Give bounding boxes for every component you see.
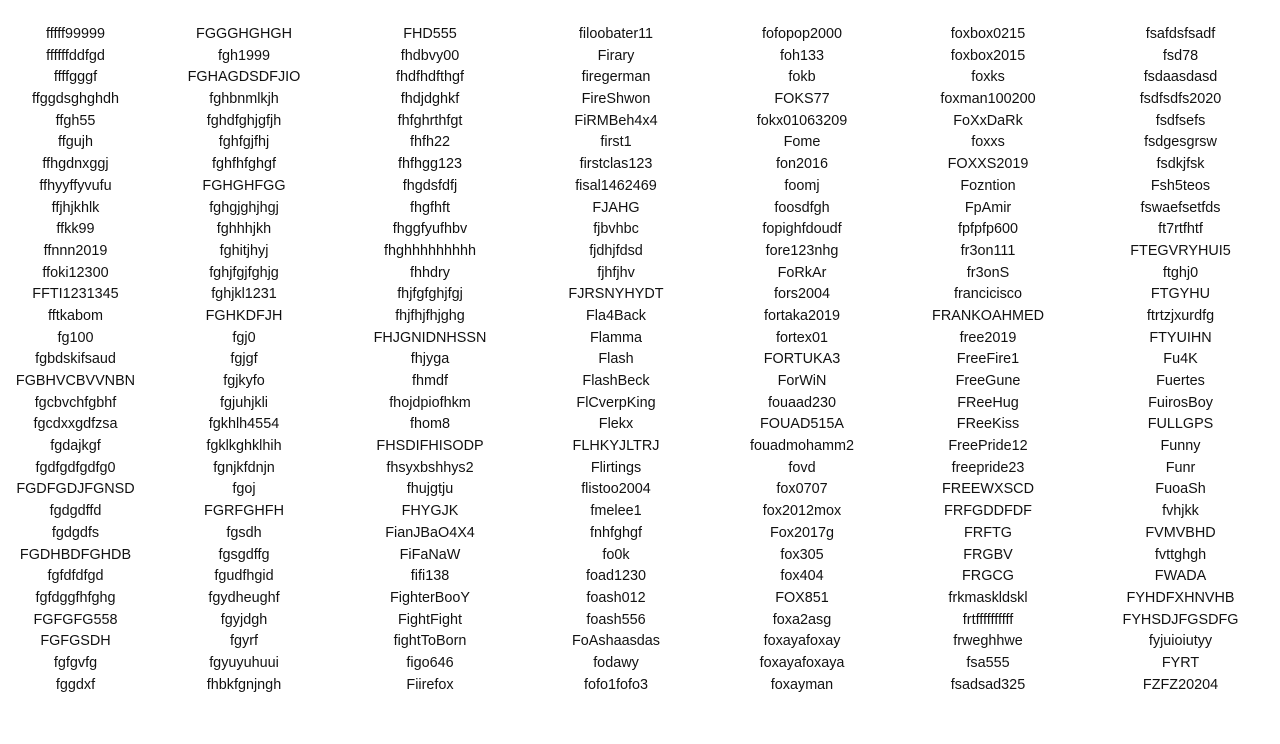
- username-cell: firegerman: [581, 69, 651, 86]
- username-cell: fjhfjhv: [597, 264, 635, 281]
- username-cell: FHYGJK: [401, 503, 459, 520]
- username-cell: Fox2017g: [769, 524, 834, 541]
- username-cell: fhgfhft: [409, 199, 450, 216]
- username-cell: fgfdfdfgd: [47, 568, 104, 585]
- username-cell: fouadmohamm2: [750, 438, 854, 455]
- username-cell: ffffffddfgd: [46, 47, 105, 64]
- username-cell: frweghhwe: [953, 633, 1023, 650]
- username-cell: fox0707: [776, 481, 828, 498]
- username-cell: fofo1fofo3: [583, 676, 648, 693]
- username-cell: fvttghgh: [1154, 546, 1207, 563]
- username-cell: Fiirefox: [406, 676, 454, 693]
- username-cell: Fuertes: [1156, 373, 1205, 389]
- username-cell: foxks: [971, 69, 1005, 86]
- username-cell: Flamma: [590, 329, 642, 346]
- username-cell: fghfhfghgf: [211, 156, 276, 173]
- username-cell: fhom8: [410, 416, 450, 433]
- username-cell: Flirtings: [590, 459, 642, 476]
- username-cell: FRANKOAHMED: [932, 307, 1044, 324]
- username-cell: fgdgdffd: [49, 503, 102, 520]
- username-cell: Fsh5teos: [1150, 177, 1211, 194]
- username-cell: FHSDIFHISODP: [376, 438, 484, 455]
- username-cell: FreePride12: [948, 438, 1028, 455]
- username-cell: FRGBV: [963, 546, 1013, 563]
- username-cell: fjbvhbc: [593, 221, 639, 238]
- username-cell: Fla4Back: [586, 307, 646, 324]
- username-cell: fgyuyuhuui: [209, 654, 279, 671]
- username-cell: FOX851: [775, 589, 829, 606]
- username-cell: fhfh22: [409, 134, 450, 151]
- username-cell: firstclas123: [579, 156, 653, 173]
- username-cell: FWADA: [1154, 568, 1207, 585]
- username-cell: fhmdf: [412, 373, 448, 389]
- username-cell: FRGCG: [962, 568, 1014, 585]
- username-cell: Fozntion: [960, 177, 1016, 194]
- username-cell: FighterBooY: [390, 589, 470, 606]
- username-cell: ftghj0: [1162, 264, 1199, 281]
- username-cell: fghhhjkh: [216, 221, 272, 238]
- username-cell: FOKS77: [774, 91, 830, 108]
- username-cell: fhdfhdfthgf: [395, 69, 464, 86]
- username-cell: FpAmir: [964, 199, 1012, 216]
- username-cell: fsdaasdasd: [1143, 69, 1218, 86]
- username-cell: FGFGFG558: [33, 611, 118, 628]
- username-cell: Fome: [783, 134, 821, 151]
- username-cell: fmelee1: [590, 503, 642, 520]
- username-cell: FREEWXSCD: [942, 481, 1034, 498]
- username-cell: FreeGune: [955, 373, 1021, 389]
- username-cell: FOXXS2019: [947, 156, 1029, 173]
- username-cell: FianJBaO4X4: [385, 524, 475, 541]
- username-cell: fore123nhg: [765, 242, 839, 259]
- username-cell: FReeHug: [957, 394, 1019, 411]
- username-cell: fon2016: [775, 156, 829, 173]
- username-cell: ft7rtfhtf: [1158, 221, 1203, 238]
- username-cell: fghitjhyj: [219, 242, 269, 259]
- username-cell: FTGYHU: [1150, 286, 1211, 303]
- username-cell: fgdajkgf: [50, 438, 101, 455]
- username-cell: fgjgf: [230, 351, 258, 368]
- username-cell: FlashBeck: [582, 373, 650, 389]
- username-cell: fsd78: [1162, 47, 1199, 64]
- username-cell: fghdfghjgfjh: [206, 112, 282, 129]
- username-cell: foad1230: [585, 568, 647, 585]
- username-cell: first1: [600, 134, 632, 151]
- username-cell: FVMVBHD: [1145, 524, 1216, 541]
- username-cell: FireShwon: [581, 91, 651, 108]
- username-cell: Firary: [597, 47, 635, 64]
- username-cell: francicisco: [954, 286, 1022, 303]
- username-cell: fnhfghgf: [589, 524, 642, 541]
- username-cell: FRFTG: [964, 524, 1012, 541]
- username-cell: FiFaNaW: [399, 546, 461, 563]
- username-cell: fodawy: [593, 654, 639, 671]
- username-cell: foxayman: [770, 676, 834, 693]
- username-cell: fghfgjfhj: [218, 134, 270, 151]
- username-cell: foxayafoxaya: [759, 654, 845, 671]
- username-cell: fgsdh: [226, 524, 262, 541]
- username-cell: fhjfhjfhjghg: [395, 307, 465, 324]
- username-cell: FJAHG: [592, 199, 640, 216]
- username-cell: fhghhhhhhhhh: [383, 242, 477, 259]
- username-cell: fhujgtju: [406, 481, 454, 498]
- username-cell: fhbkfgnjngh: [206, 676, 282, 693]
- username-cell: FGRFGHFH: [204, 503, 284, 520]
- username-cell: fr3on111: [960, 242, 1016, 259]
- username-cell: ffgh55: [55, 112, 96, 129]
- username-cell: fsdgesgrsw: [1144, 134, 1217, 151]
- username-cell: fgfdggfhfghg: [35, 589, 116, 606]
- username-cell: filoobater11: [578, 26, 654, 42]
- username-cell: fgjuhjkli: [220, 394, 268, 411]
- username-cell: fyjuioiutyy: [1148, 633, 1213, 650]
- username-cell: ffhyyffyvufu: [39, 177, 112, 194]
- username-cell: ftrtzjxurdfg: [1146, 307, 1215, 324]
- username-cell: fisal1462469: [575, 177, 657, 194]
- username-cell: FuirosBoy: [1148, 394, 1213, 411]
- username-cell: frtffffffffff: [962, 611, 1014, 628]
- username-cell: fightToBorn: [393, 633, 467, 650]
- username-cell: fvhjkk: [1162, 503, 1199, 520]
- username-cell: fghjfgjfghjg: [209, 264, 279, 281]
- username-cell: FightFight: [398, 611, 462, 628]
- username-cell: fhggfyufhbv: [392, 221, 468, 238]
- username-cell: fffff99999: [46, 26, 105, 42]
- username-cell: FGGGHGHGH: [196, 26, 292, 42]
- username-cell: FOUAD515A: [760, 416, 844, 433]
- username-cell: fsdkjfsk: [1156, 156, 1205, 173]
- username-cell: fsdfsdfs2020: [1139, 91, 1222, 108]
- username-cell: FTEGVRYHUI5: [1130, 242, 1231, 259]
- username-cell: fggdxf: [55, 676, 96, 693]
- username-cell: ffoki12300: [42, 264, 109, 281]
- username-cell: fgfgvfg: [53, 654, 98, 671]
- username-cell: fftkabom: [48, 307, 103, 324]
- username-cell: frkmaskldskl: [948, 589, 1028, 606]
- username-cell: foh133: [779, 47, 824, 64]
- username-cell: FGDHBDFGHDB: [19, 546, 132, 563]
- username-cell: fhsyxbshhys2: [386, 459, 474, 476]
- username-cell: ffggdsghghdh: [32, 91, 119, 108]
- username-cell: ffjhjkhlk: [51, 199, 100, 216]
- username-cell: FGFGSDH: [40, 633, 111, 650]
- username-cell: foxayafoxay: [763, 633, 841, 650]
- username-cell: fokx01063209: [756, 112, 848, 129]
- username-cell: Funr: [1165, 459, 1196, 476]
- username-cell: flistoo2004: [581, 481, 651, 498]
- username-cell: foash012: [586, 589, 646, 606]
- username-cell: FYHDFXHNVHB: [1126, 589, 1235, 606]
- username-cell: fgkhlh4554: [208, 416, 280, 433]
- username-cell: fgjkyfo: [223, 373, 265, 389]
- username-cell: fgoj: [232, 481, 256, 498]
- username-cell: fsafdsfsadf: [1145, 26, 1216, 42]
- username-cell: ForWiN: [777, 373, 827, 389]
- username-cell: FlCverpKing: [576, 394, 656, 411]
- username-cell: FZFZ20204: [1142, 676, 1219, 693]
- username-cell: FLHKYJLTRJ: [572, 438, 660, 455]
- username-cell: FoRkAr: [777, 264, 827, 281]
- username-cell: FiRMBeh4x4: [574, 112, 658, 129]
- username-cell: FHJGNIDNHSSN: [373, 329, 487, 346]
- username-cell: fopighfdoudf: [762, 221, 842, 238]
- username-cell: FGDFGDJFGNSD: [16, 481, 135, 498]
- username-cell: foxxs: [971, 134, 1005, 151]
- username-cell: fgydheughf: [208, 589, 280, 606]
- username-cell: fox2012mox: [762, 503, 842, 520]
- username-cell: FYHSDJFGSDFG: [1122, 611, 1239, 628]
- username-cell: Fu4K: [1163, 351, 1198, 368]
- username-cell: fgsgdffg: [218, 546, 270, 563]
- username-cell: FoAshaasdas: [572, 633, 660, 650]
- username-cell: fhjfgfghjfgj: [397, 286, 463, 303]
- username-cell: FRFGDDFDF: [944, 503, 1032, 520]
- username-cell: FJRSNYHYDT: [568, 286, 664, 303]
- username-cell: fsa555: [966, 654, 1010, 671]
- username-cell: fhdjdghkf: [400, 91, 460, 108]
- username-cell: fgcdxxgdfzsa: [33, 416, 118, 433]
- username-cell: fgklkghklhih: [206, 438, 282, 455]
- username-cell: FGHGHFGG: [202, 177, 286, 194]
- username-cell: fovd: [788, 459, 816, 476]
- username-cell: fgcbvchfgbhf: [34, 394, 117, 411]
- username-cell: foomj: [784, 177, 820, 194]
- username-cell: FORTUKA3: [763, 351, 841, 368]
- username-cell: fgyrf: [230, 633, 258, 650]
- username-cell: fgbdskifsaud: [35, 351, 116, 368]
- username-cell: FULLGPS: [1147, 416, 1214, 433]
- username-cell: ffhgdnxggj: [42, 156, 109, 173]
- username-cell: FGBHVCBVVNBN: [15, 373, 136, 389]
- username-cell: fgudfhgid: [214, 568, 274, 585]
- username-cell: FTYUIHN: [1149, 329, 1212, 346]
- username-cell: fswaefsetfds: [1140, 199, 1221, 216]
- username-cell: FuoaSh: [1155, 481, 1206, 498]
- username-cell: figo646: [406, 654, 454, 671]
- username-cell: fortaka2019: [763, 307, 840, 324]
- username-cell: fjdhjfdsd: [589, 242, 643, 259]
- username-cell: ffnnn2019: [43, 242, 108, 259]
- username-cell: fo0k: [602, 546, 630, 563]
- username-cell: fhojdpiofhkm: [389, 394, 471, 411]
- username-cell: FHD555: [403, 26, 457, 42]
- username-cell: FFTI1231345: [32, 286, 119, 303]
- username-cell: fgdfgdfgdfg0: [35, 459, 116, 476]
- username-cell: foxman100200: [940, 91, 1036, 108]
- username-cell: Flekx: [598, 416, 634, 433]
- username-cell: FoXxDaRk: [953, 112, 1023, 129]
- username-cell: foash556: [586, 611, 646, 628]
- username-cell: fofopop2000: [761, 26, 843, 42]
- username-cell: ffffgggf: [53, 69, 98, 86]
- username-cell: foxbox2015: [950, 47, 1026, 64]
- username-cell: FGHKDFJH: [205, 307, 283, 324]
- username-cell: FreeFire1: [956, 351, 1020, 368]
- username-cell: foosdfgh: [774, 199, 830, 216]
- username-cell: fpfpfp600: [957, 221, 1018, 238]
- username-cell: fgj0: [232, 329, 256, 346]
- username-cell: fox305: [780, 546, 824, 563]
- username-cell: fg100: [57, 329, 94, 346]
- username-cell: fhfhgg123: [397, 156, 463, 173]
- username-cell: FGHAGDSDFJIO: [187, 69, 301, 86]
- username-cell: fokb: [788, 69, 816, 86]
- username-cell: Flash: [598, 351, 634, 368]
- username-cell: ffgujh: [58, 134, 93, 151]
- username-cell: Funny: [1160, 438, 1201, 455]
- username-grid: [0, 24, 1280, 696]
- username-cell: fhhdry: [410, 264, 450, 281]
- username-cell: fors2004: [773, 286, 830, 303]
- username-cell: fghbnmlkjh: [209, 91, 279, 108]
- username-cell: fox404: [780, 568, 824, 585]
- username-cell: fghjkl1231: [211, 286, 277, 303]
- username-cell: foxa2asg: [772, 611, 832, 628]
- username-cell: fhgdsfdfj: [402, 177, 458, 194]
- username-cell: fgyjdgh: [220, 611, 268, 628]
- username-cell: fsadsad325: [950, 676, 1026, 693]
- username-cell: fortex01: [776, 329, 828, 346]
- username-cell: fgdgdfs: [51, 524, 100, 541]
- username-cell: foxbox0215: [950, 26, 1026, 42]
- username-cell: fouaad230: [767, 394, 837, 411]
- username-cell: fsdfsefs: [1155, 112, 1206, 129]
- username-cell: fghgjghjhgj: [209, 199, 279, 216]
- username-cell: fhdbvy00: [400, 47, 460, 64]
- username-cell: free2019: [959, 329, 1017, 346]
- username-cell: fifi138: [410, 568, 450, 585]
- username-cell: fhfghrthfgt: [397, 112, 463, 129]
- username-cell: fr3onS: [966, 264, 1010, 281]
- username-cell: ffkk99: [56, 221, 95, 238]
- username-cell: FYRT: [1161, 654, 1200, 671]
- username-cell: freepride23: [951, 459, 1025, 476]
- username-cell: fgh1999: [217, 47, 271, 64]
- username-cell: fhjyga: [410, 351, 450, 368]
- username-cell: fgnjkfdnjn: [213, 459, 275, 476]
- username-cell: FReeKiss: [956, 416, 1020, 433]
